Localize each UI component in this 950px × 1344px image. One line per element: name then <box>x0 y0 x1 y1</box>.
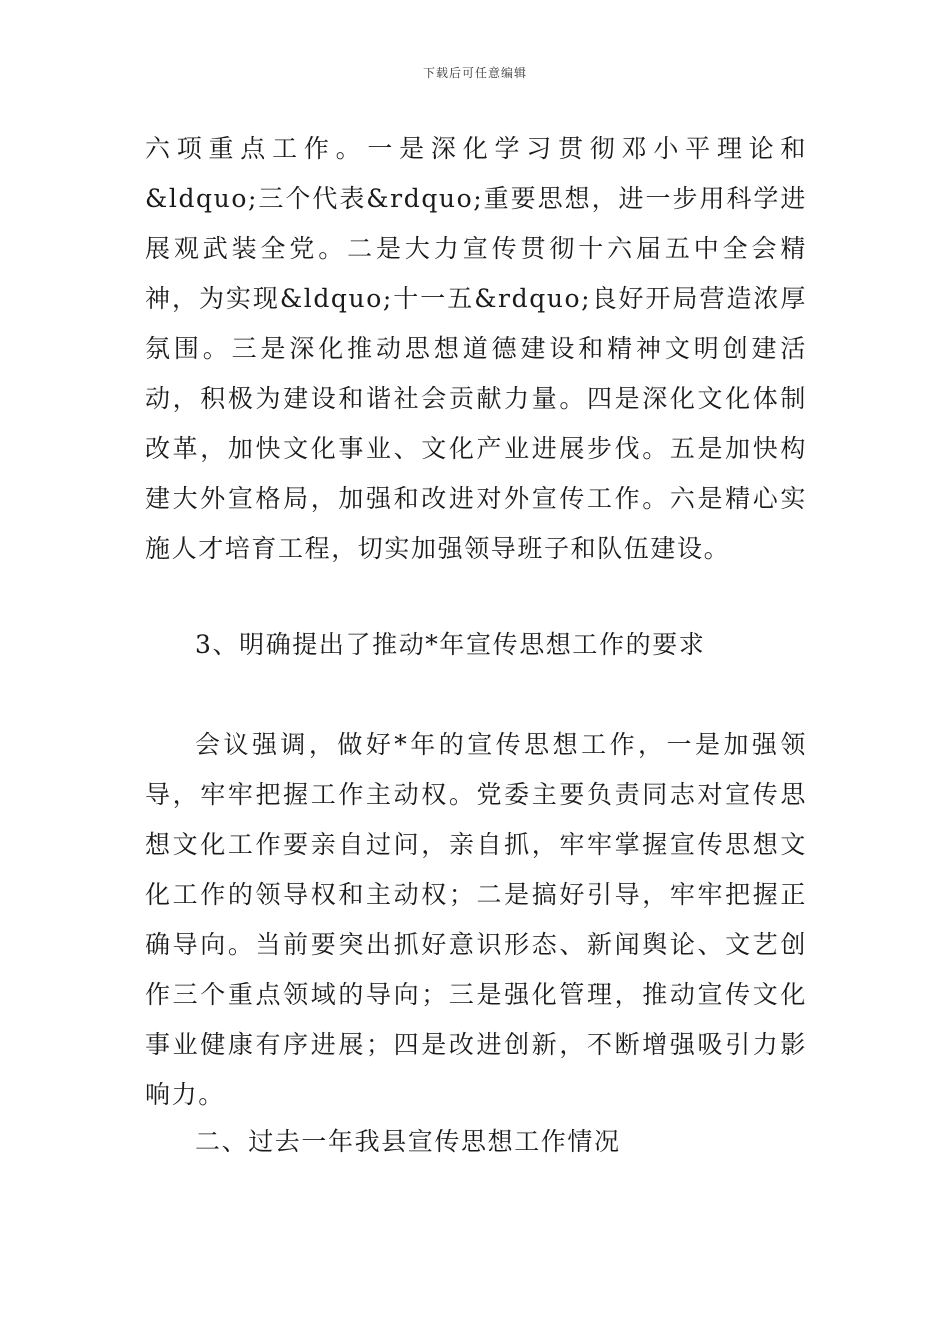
section-heading-past-year: 二、过去一年我县宣传思想工作情况 <box>195 1127 621 1156</box>
paragraph-six-key-tasks: 六项重点工作。一是深化学习贯彻邓小平理论和&ldquo;三个代表&rdquo;重要思想，进一步用科学进展观武装全党。二是大力宣传贯彻十六届五中全会精神，为实现&ldquo;十一五&rdquo;良好开局营造浓厚氛围。三是深化推动思想道德建设和精神文明创建活动，积极为建设和谐社会贡献力量。四是深化文化体制改革，加快文化事业、文化产业进展步伐。五是加快构建大外宣格局，加强和改进对外宣传工作。六是精心实施人才培育工程，切实加强领导班子和队伍建设。 <box>145 134 807 563</box>
header-note: 下载后可任意编辑 <box>422 66 527 80</box>
paragraph-meeting-emphasis: 会议强调，做好*年的宣传思想工作，一是加强领导，牢牢把握工作主动权。党委主要负责同志对宣传思想文化工作要亲自过问，亲自抓，牢牢掌握宣传思想文化工作的领导权和主动权；二是搞好引导，牢牢把握正确导向。当前要突出抓好意识形态、新闻舆论、文艺创作三个重点领域的导向；三是强化管理，推动宣传文化事业健康有序进展；四是改进创新，不断增强吸引力影响力。 <box>145 730 807 1109</box>
section-heading-requirements: 3、明确提出了推动*年宣传思想工作的要求 <box>195 630 706 659</box>
